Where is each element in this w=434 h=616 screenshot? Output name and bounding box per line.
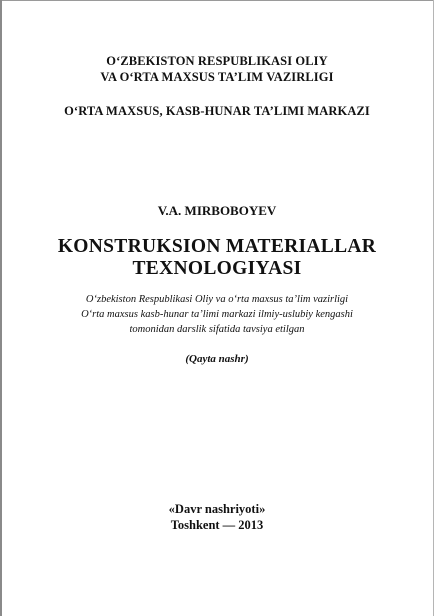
author-name: V.A. MIRBOBOYEV (157, 203, 277, 218)
approval-line-1: O‘zbekiston Respublikasi Oliy va o‘rta maxsus ta’lim vazirligi (85, 294, 349, 305)
center-name: O‘RTA MAXSUS, KASB-HUNAR TA’LIMI MARKAZI (64, 104, 370, 118)
approval-line-3: tomonidan darslik sifatida tavsiya etilgan (129, 324, 305, 335)
book-title-line-1: KONSTRUKSION MATERIALLAR (57, 236, 377, 257)
approval-line-2: O‘rta maxsus kasb-hunar ta’limi markazi ilmiy-uslubiy kengashi (81, 309, 353, 320)
ministry-line-2: VA O‘RTA MAXSUS TA’LIM VAZIRLIGI (100, 70, 334, 84)
ministry-line-1: O‘ZBEKISTON RESPUBLIKASI OLIY (106, 54, 328, 68)
edition-note: (Qayta nashr) (185, 353, 249, 365)
book-title-line-2: TEXNOLOGIYASI (132, 258, 302, 279)
publisher-name: «Davr nashriyoti» (168, 502, 266, 516)
publication-city-year: Toshkent — 2013 (170, 518, 264, 532)
page-border-top (0, 0, 434, 1)
